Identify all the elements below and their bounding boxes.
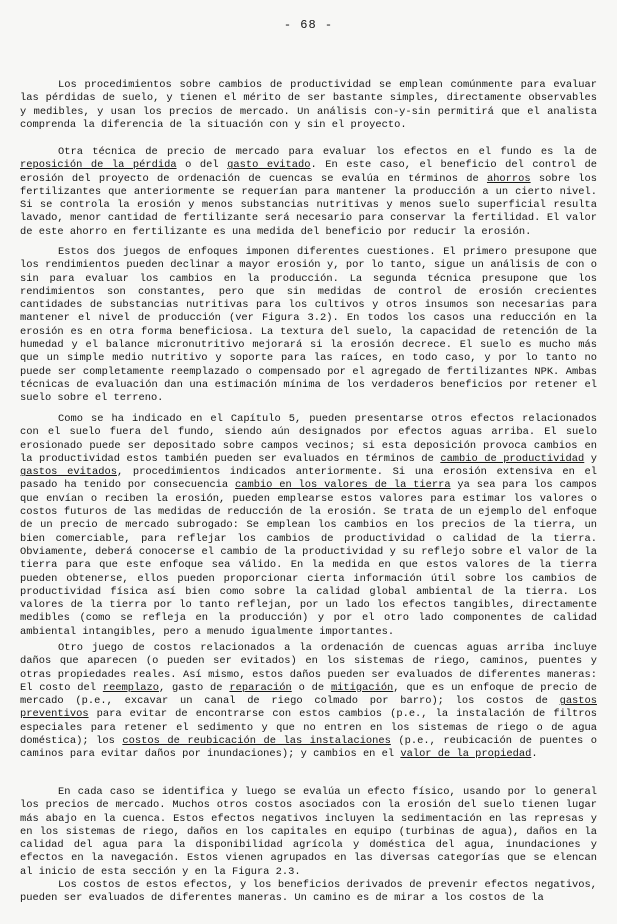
paragraph-indent xyxy=(20,146,58,158)
text-segment: Los costos de estos efectos, y los beneficios derivados de prevenir efectos negativos, pueden ser evaluados de diferentes maneras. Un camino es de mirar a los costos de la xyxy=(20,879,597,905)
underlined-term: reemplazo xyxy=(102,681,159,694)
paragraph-indent xyxy=(20,642,58,654)
text-segment: Estos dos juegos de enfoques imponen diferentes cuestiones. El primero presupone que los rendimientos pueden declinar a mayor erosión y, por lo tanto, sigue un análisis de con o sin para evaluar los cambios en la producción. La segunda técnica presupone que los rendimientos son constantes, pero que sin medidas de control de erosión crecientes cantidades de substancias nutritivas para los cultivos y otros insumos son necesarias para mantener el nivel de producción (ver Figura 3.2). En todos los casos una reducción en la erosión es en otra forma beneficiosa. La textura del suelo, la capacidad de retención de la humedad y el balance micronutritivo mejorará si la erosión decrece. El suelo es mucho más que un simple medio nutritivo y soporte para las raíces, en todo caso, y por lo tanto no puede ser completamente reemplazado o compensado por el agregado de fertilizantes NPK. Ambas técnicas de evaluación dan una estimación mínima de los verdaderos beneficios por retener el suelo sobre el terreno. xyxy=(20,246,597,405)
underlined-term: reposición de la pérdida xyxy=(20,159,177,172)
text-segment: En cada caso se identifica y luego se evalúa un efecto físico, usando por lo general los precios de mercado. Muchos otros costos asociados con la erosión del suelo tienen lugar más abajo en la cuenca. Estos efectos negativos incluyen la sedimentación en las represas y en los sistemas de riego, daños en los capitales en equipo (turbinas de agua), daños en la calidad del agua para la disponibilidad agrícola y doméstica del agua, inundaciones y efectos en la navegación. Estos vienen agrupados en las diversas categorías que se elencan al inicio de esta sección y en la Figura 2.3. xyxy=(20,786,597,878)
text-segment: sobre los fertilizantes que anteriormente se requerían para mantener la producción a un cierto nivel. Si se controla la erosión y menos substancias nutritivas y menos suelo superficial resulta lavado, menor cantidad de fertilizante será necesario para conservar la fertilidad. El valor de este ahorro en fertilizante es una medida del beneficio por reducir la erosión. xyxy=(20,172,598,238)
underlined-term: gasto evitado xyxy=(227,159,311,172)
paragraph-indent xyxy=(20,79,58,91)
paragraph-indent xyxy=(20,786,58,798)
text-segment: (p.e., reubicación de puentes o caminos para evitar daños por inundaciones); y cambios en el xyxy=(20,735,597,761)
text-segment: y xyxy=(584,452,597,465)
underlined-term: reparación xyxy=(229,681,292,694)
underlined-term: gastos preventivos xyxy=(20,695,597,721)
paragraph-4 xyxy=(20,413,597,639)
paragraph-2 xyxy=(20,146,597,239)
text-segment: . En este caso, el beneficio del control de erosión del proyecto de ordenación de cuencas se evalúa en términos de xyxy=(20,159,598,185)
underlined-term: ahorros xyxy=(486,172,531,185)
paragraph-3 xyxy=(20,246,597,406)
paragraph-5 xyxy=(20,642,597,762)
text-segment: o de xyxy=(291,681,331,694)
text-segment: ya sea para los campos que envían o reciben la erosión, pueden emplearse estos valores para estimar los valores o costos futuros de las medidas de reducción de la erosión. Se trata de un ejemplo del enfoque de un precio de mercado subrogado: Se emplean los cambios en los precios de la tierra, un bien comerciable, para reflejar los cambios de productividad o calidad de la tierra. Obviamente, deberá conocerse el cambio de la productividad y su reflejo sobre el valor de la tierra para que este enfoque sea válido. En la medida en que estos valores de la tierra pueden obtenerse, ellos pueden proporcionar cierta información útil sobre los cambios de productividad física así bien como sobre la calidad global ambiental de la tierra. Los valores de la tierra por lo tanto reflejan, por un lado los efectos tangibles, directamente medibles (como se refleja en la producción) y por el otro lado componentes de calidad ambiental intangibles, pero a menudo igualmente importantes. xyxy=(20,479,597,638)
paragraph-7 xyxy=(20,879,597,906)
text-segment: , procedimientos indicados anteriormente. Si una erosión extensiva en el pasado ha tenido por consecuencia xyxy=(20,466,597,492)
text-segment: Los procedimientos sobre cambios de productividad se emplean comúnmente para evaluar las pérdidas de suelo, y tienen el mérito de ser bastante simples, directamente observables y medibles, y usan los precios de mercado. Un análisis con-y-sin permitirá que el analista comprenda la diferencia de la situación con y sin el proyecto. xyxy=(20,79,597,131)
underlined-term: mitigación xyxy=(330,681,394,694)
underlined-term: gastos evitados xyxy=(20,466,117,479)
underlined-term: cambio en los valores de la tierra xyxy=(235,479,451,492)
text-segment: , que es un enfoque de precio de mercado (p.e., excavar un canal de riego colmado por barro); los costos de xyxy=(20,681,597,708)
text-segment: . xyxy=(531,748,538,761)
paragraph-indent xyxy=(20,413,58,425)
text-segment: Como se ha indicado en el Capítulo 5, pueden presentarse otros efectos relacionados con el suelo fuera del fundo, siendo aún designados por efectos aguas arriba. El suelo erosionado puede ser depositado sobre campos vecinos; si esta deposición provoca cambios en la productividad estos también pueden ser evaluados en términos de xyxy=(20,413,597,465)
text-segment: o del xyxy=(176,159,228,172)
text-segment: para evitar de encontrarse con estos cambios (p.e., la instalación de filtros especiales para retener el sedimento y que no entren en los sistemas de riego o de agua doméstica); los xyxy=(20,708,597,748)
paragraph-indent xyxy=(20,246,58,258)
text-segment: , gasto de xyxy=(158,681,230,694)
paragraph-indent xyxy=(20,879,58,891)
text-segment: Otra técnica de precio de mercado para evaluar los efectos en el fundo es la de xyxy=(58,146,597,158)
underlined-term: costos de reubicación de las instalaciones xyxy=(122,735,391,748)
text-segment: Otro juego de costos relacionados a la ordenación de cuencas aguas arriba incluye daños que aparecen (o pueden ser evitados) en los sistemas de riego, caminos, puentes y otras propiedades reales. Así mismo, estos daños pueden ser evaluados de diferentes maneras: El costo del xyxy=(20,642,597,694)
page-number: - 68 - xyxy=(283,18,334,32)
paragraph-1 xyxy=(20,79,597,132)
underlined-term: cambio de productividad xyxy=(440,452,585,465)
paragraph-6 xyxy=(20,786,597,879)
underlined-term: valor de la propiedad xyxy=(400,748,532,761)
